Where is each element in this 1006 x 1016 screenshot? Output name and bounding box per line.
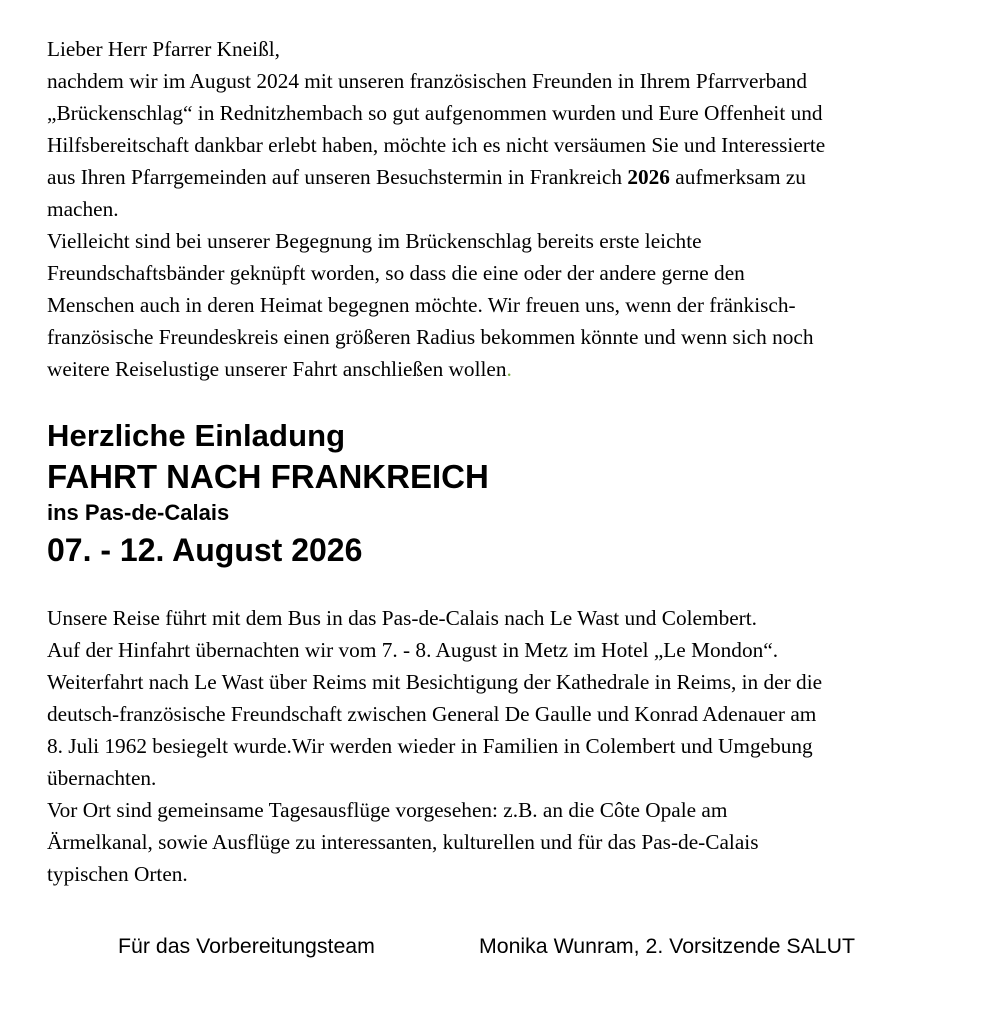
- year-highlight: 2026: [627, 165, 670, 189]
- intro-text: aufmerksam zu: [669, 165, 806, 189]
- intro-text: aus Ihren Pfarrgemeinden auf unseren Besuchstermin in Frankreich: [47, 165, 628, 189]
- trip-line: Auf der Hinfahrt übernachten wir vom 7. - 8. August in Metz im Hotel „Le Mondon“.: [47, 638, 779, 662]
- trip-line: Vor Ort sind gemeinsame Tagesausflüge vorgesehen: z.B. an die Côte Opale am: [47, 798, 728, 822]
- second-paragraph: [47, 225, 997, 385]
- trip-line: Ärmelkanal, sowie Ausflüge zu interessanten, kulturellen und für das Pas-de-Calais: [47, 830, 759, 854]
- intro-paragraph: [47, 65, 997, 225]
- intro-line: „Brückenschlag“ in Rednitzhembach so gut aufgenommen wurden und Eure Offenheit und: [47, 101, 823, 125]
- trip-description: [47, 602, 822, 890]
- invitation-title: Herzliche Einladung: [47, 418, 346, 453]
- greeting: Lieber Herr Pfarrer Kneißl,: [47, 37, 280, 61]
- intro-line: nachdem wir im August 2024 mit unseren französischen Freunden in Ihrem Pfarrverband: [47, 69, 807, 93]
- invitation-destination: ins Pas-de-Calais: [47, 500, 230, 525]
- intro-line: Hilfsbereitschaft dankbar erlebt haben, möchte ich es nicht versäumen Sie und Interessierte: [47, 133, 826, 157]
- intro-line: machen.: [47, 197, 119, 221]
- trip-line: Unsere Reise führt mit dem Bus in das Pas-de-Calais nach Le Wast und Colembert.: [47, 606, 758, 630]
- trip-line: Weiterfahrt nach Le Wast über Reims mit Besichtigung der Kathedrale in Reims, in der die: [47, 670, 823, 694]
- letter-body: [47, 33, 997, 385]
- invitation-subtitle: FAHRT NACH FRANKREICH: [47, 458, 489, 495]
- signature-name: Monika Wunram, 2. Vorsitzende SALUT: [479, 934, 856, 958]
- intro-line: [47, 161, 997, 193]
- trip-line: übernachten.: [47, 766, 157, 790]
- trip-line: typischen Orten.: [47, 862, 188, 886]
- second-line: [47, 353, 997, 385]
- trip-line: deutsch-französische Freundschaft zwischen General De Gaulle und Konrad Adenauer am: [47, 702, 817, 726]
- second-line: Vielleicht sind bei unserer Begegnung im Brückenschlag bereits erste leichte: [47, 229, 702, 253]
- second-text: weitere Reiselustige unserer Fahrt anschließen wollen: [47, 357, 507, 381]
- invitation-dates: 07. - 12. August 2026: [47, 532, 363, 568]
- green-period: .: [506, 357, 512, 381]
- second-line: Menschen auch in deren Heimat begegnen möchte. Wir freuen uns, wenn der fränkisch-: [47, 293, 796, 317]
- second-line: Freundschaftsbänder geknüpft worden, so dass die eine oder der andere gerne den: [47, 261, 745, 285]
- second-line: französische Freundeskreis einen größeren Radius bekommen könnte und wenn sich noch: [47, 325, 814, 349]
- trip-line: 8. Juli 1962 besiegelt wurde.Wir werden wieder in Familien in Colembert und Umgebung: [47, 734, 813, 758]
- signature-team: Für das Vorbereitungsteam: [118, 934, 375, 958]
- invitation-heading: [47, 416, 489, 572]
